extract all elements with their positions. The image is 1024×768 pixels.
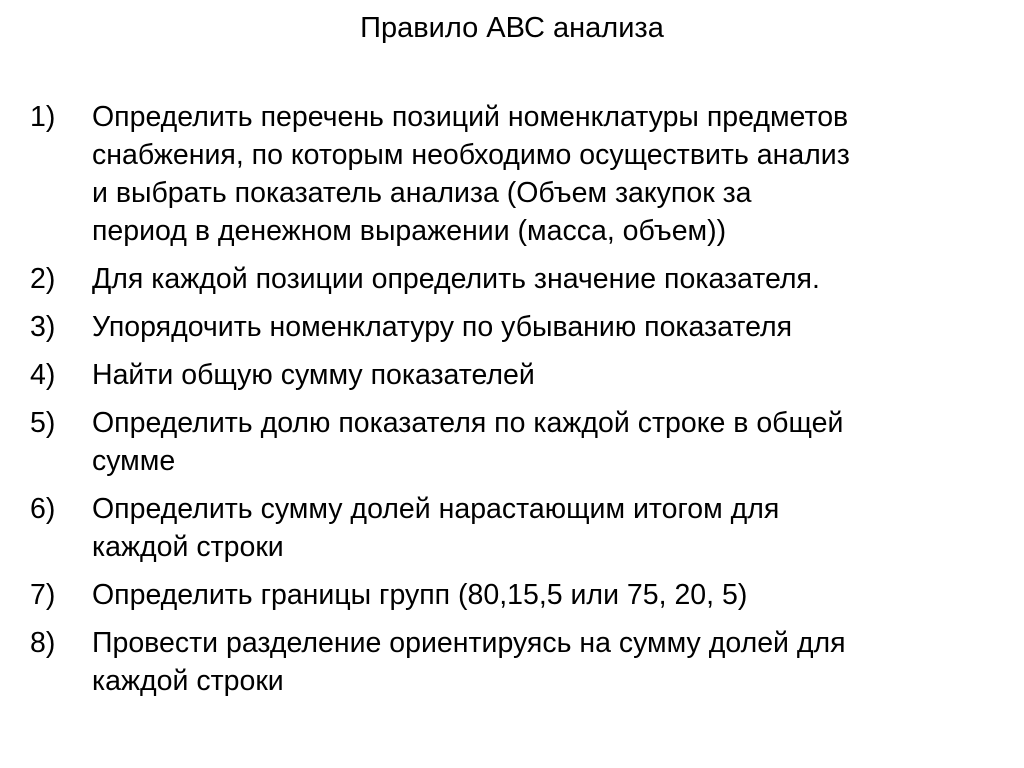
list-item: [30, 624, 1005, 700]
item-number: 4): [30, 359, 56, 391]
item-number: 8): [30, 627, 56, 659]
list-item: [30, 576, 1005, 614]
item-number: 2): [30, 263, 56, 295]
list-item: [30, 404, 1005, 480]
item-number: 5): [30, 407, 56, 439]
list-item: [30, 356, 1005, 394]
list-item: [30, 308, 1005, 346]
steps-list: [30, 98, 1005, 710]
item-text: Определить перечень позиций номенклатуры предметов снабжения, по которым необходимо осуществить анализ и выбрать показатель анализа (Объем закупок за период в денежном выражении (масса, объем)): [92, 101, 850, 247]
item-number: 6): [30, 493, 56, 525]
item-text: Определить границы групп (80,15,5 или 75, 20, 5): [92, 579, 748, 611]
slide-title: Правило АВС анализа: [360, 12, 664, 44]
item-text: Для каждой позиции определить значение показателя.: [92, 263, 820, 295]
item-text: Определить сумму долей нарастающим итогом для каждой строки: [92, 493, 780, 563]
list-item: [30, 98, 1005, 250]
list-item: [30, 260, 1005, 298]
item-number: 1): [30, 101, 56, 133]
item-text: Упорядочить номенклатуру по убыванию показателя: [92, 311, 793, 343]
item-text: Найти общую сумму показателей: [92, 359, 535, 391]
item-text: Определить долю показателя по каждой строке в общей сумме: [92, 407, 844, 477]
item-text: Провести разделение ориентируясь на сумму долей для каждой строки: [92, 627, 846, 697]
list-item: [30, 490, 1005, 566]
item-number: 7): [30, 579, 56, 611]
item-number: 3): [30, 311, 56, 343]
